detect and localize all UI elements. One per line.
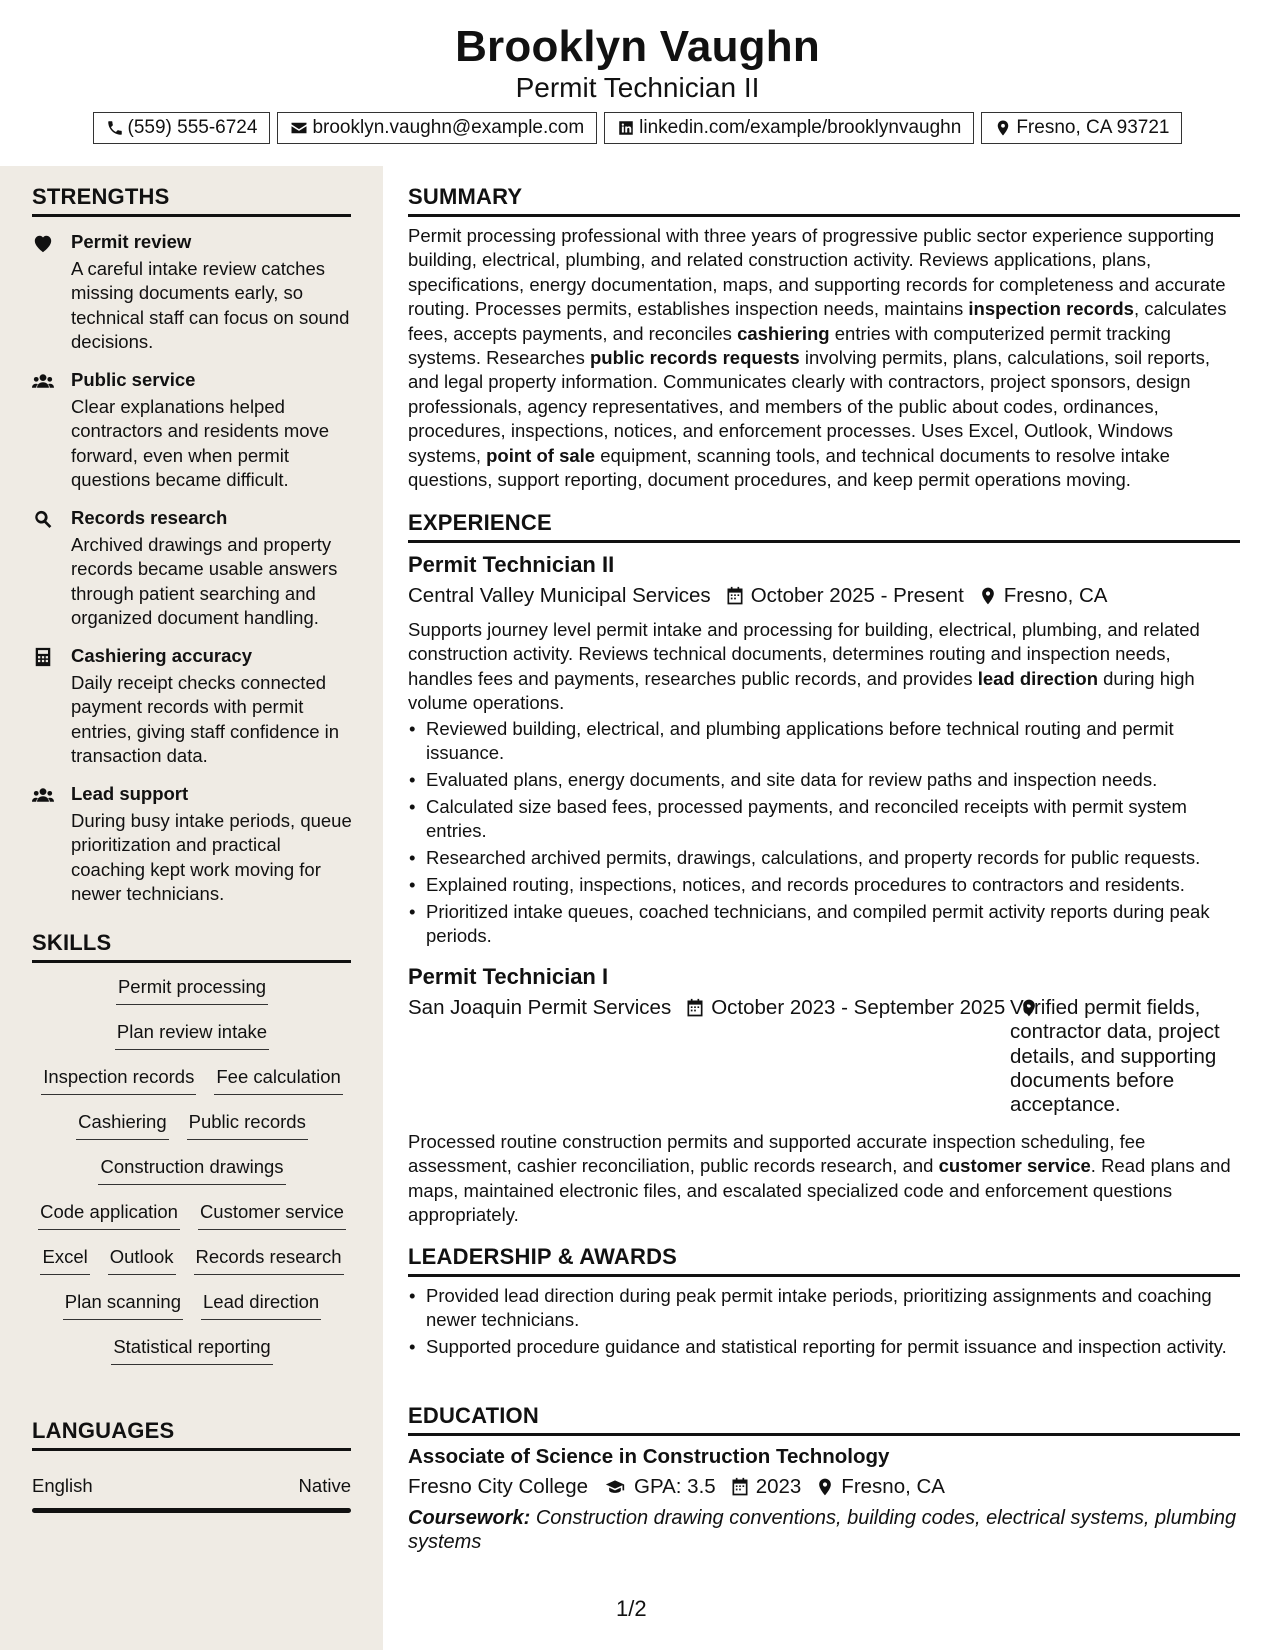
body-text: Supports journey level permit intake and processing for building, electrical, plumbing, and related construction activity. Reviews technical documents, determines routing and inspection needs, handles fees and payments, researches public records, and provides: [408, 619, 1200, 689]
job-company: San Joaquin Permit Services: [408, 996, 672, 1019]
leadership-bullets: [408, 1284, 1240, 1362]
skill-row: [32, 976, 352, 1021]
skill-row: [32, 1021, 352, 1066]
emphasis-text: public records requests: [589, 347, 800, 369]
job-dates: October 2025 - Present: [750, 584, 964, 607]
skill-tag: Customer service: [198, 1201, 346, 1230]
contact-bar: [0, 112, 1275, 144]
language-name: English: [32, 1475, 93, 1496]
map-pin-icon: [815, 1477, 835, 1497]
skills-title: SKILLS: [32, 930, 112, 955]
skill-tag: Plan scanning: [63, 1291, 183, 1320]
strength-desc: Archived drawings and property records became usable answers through patient searching and organized document handling.: [71, 534, 338, 629]
job-bullet: • Reviewed building, electrical, and plumbing applications before technical routing and permit issuance.: [408, 717, 1240, 766]
job-summary: [408, 618, 1240, 716]
contact-location-text: Fresno, CA 93721: [1016, 117, 1170, 138]
languages-rule: [32, 1448, 351, 1451]
strength-desc: Daily receipt checks connected payment records with permit entries, giving staff confidence in transaction data.: [71, 672, 340, 767]
strength-desc: During busy intake periods, queue prioritization and practical coaching kept work moving for newer technicians.: [71, 810, 352, 905]
strength-title: Cashiering accuracy: [71, 645, 252, 666]
job-location: Fresno, CA: [1003, 584, 1108, 607]
experience-title: EXPERIENCE: [408, 510, 552, 535]
skill-row: [32, 1066, 352, 1111]
job-bullet: • Explained routing, inspections, notices, and records procedures to contractors and residents.: [408, 873, 1240, 897]
skill-tag: Statistical reporting: [111, 1336, 272, 1365]
leadership-bullet: • Supported procedure guidance and statistical reporting for permit issuance and inspection activity.: [408, 1335, 1240, 1359]
users-icon: [32, 371, 54, 391]
emphasis-text: cashiering: [737, 322, 830, 344]
summary-text: [408, 224, 1240, 492]
skill-tag: Fee calculation: [214, 1066, 342, 1095]
body-text: , calculates fees, accepts payments, and reconciles: [408, 298, 1227, 344]
search-icon: [32, 509, 54, 529]
job-company: Central Valley Municipal Services: [408, 584, 711, 607]
skill-tag: Cashiering: [76, 1111, 168, 1140]
calculator-icon: [32, 647, 54, 667]
skill-tag: Lead direction: [201, 1291, 321, 1320]
strength-title: Records research: [71, 507, 228, 528]
skill-row: [32, 1156, 352, 1201]
emphasis-text: customer service: [938, 1155, 1091, 1177]
job-bullet: • Prioritized intake queues, coached technicians, and compiled permit activity reports during peak periods.: [408, 900, 1240, 949]
phone-icon: [106, 119, 124, 137]
degree-title: Associate of Science in Construction Technology: [408, 1445, 890, 1468]
skill-tag: Outlook: [108, 1246, 176, 1275]
leadership-bullet: • Provided lead direction during peak permit intake periods, prioritizing assignments and coaching newer technicians.: [408, 1284, 1240, 1333]
skills-rule: [32, 960, 351, 963]
contact-phone-text: (559) 555-6724: [127, 117, 258, 138]
job-bullet: • Calculated size based fees, processed payments, and reconciled receipts with permit system entries.: [408, 795, 1240, 844]
body-text: . Read plans and maps, maintained electronic files, and escalated specialized code and enforcement questions appropriately.: [408, 1155, 1231, 1226]
envelope-icon: [290, 119, 308, 137]
strengths-rule: [32, 214, 351, 217]
resume-header: [0, 0, 1275, 166]
skills-list: [32, 976, 352, 1381]
job-meta: [408, 584, 1107, 608]
job-dates: October 2023 - September 2025: [711, 996, 1006, 1019]
skill-tag: Public records: [187, 1111, 308, 1140]
strength-title: Lead support: [71, 783, 189, 804]
languages-title: LANGUAGES: [32, 1418, 175, 1443]
job-bullets: [408, 717, 1240, 951]
skill-tag: Code application: [38, 1201, 180, 1230]
graduation-year: 2023: [755, 1475, 802, 1498]
graduation-cap-icon: [602, 1477, 628, 1497]
language-item: [32, 1475, 351, 1497]
skill-row: [32, 1336, 352, 1381]
skill-tag: Excel: [40, 1246, 89, 1275]
education-rule: [408, 1433, 1240, 1436]
contact-linkedin-text: linkedin.com/example/brooklynvaughn: [639, 117, 962, 138]
experience-rule: [408, 540, 1240, 543]
job-title: Permit Technician II: [408, 552, 615, 577]
coursework-text: Construction drawing conventions, building codes, electrical systems, plumbing systems: [408, 1507, 1237, 1554]
skill-tag: Plan review intake: [115, 1021, 269, 1050]
skill-tag: Inspection records: [41, 1066, 196, 1095]
heart-icon: [32, 233, 54, 253]
contact-linkedin[interactable]: [604, 112, 974, 144]
school-name: Fresno City College: [408, 1475, 589, 1498]
gpa: GPA: 3.5: [634, 1475, 716, 1498]
language-proficiency-bar: [32, 1508, 351, 1513]
calendar-icon: [725, 586, 745, 606]
strength-title: Permit review: [71, 231, 192, 252]
summary-rule: [408, 214, 1240, 217]
strength-desc: Clear explanations helped contractors and residents move forward, even when permit questions became difficult.: [71, 396, 330, 491]
body-text: Processed routine construction permits and supported accurate inspection scheduling, fee assessment, cashier reconciliation, public records research, and: [408, 1131, 1146, 1177]
emphasis-text: point of sale: [486, 444, 596, 466]
body-text: Permit processing professional with three years of progressive public sector experience supporting building, electrical, plumbing, and related construction activity. Reviews applications, plans, specifications, energy documentation, maps, and supporting records for completeness and accurate routing. Processes permits, establishes inspection needs, maintains: [408, 225, 1226, 320]
job-bullet: • Researched archived permits, drawings, calculations, and property records for public requests.: [408, 846, 1240, 870]
contact-email[interactable]: [277, 112, 597, 144]
language-level: Native: [298, 1475, 351, 1496]
education-meta: [408, 1475, 945, 1499]
users-icon: [32, 785, 54, 805]
candidate-name: Brooklyn Vaughn: [455, 22, 820, 71]
body-text: entries with computerized permit tracking systems. Researches: [408, 322, 1171, 369]
skill-row: [32, 1246, 352, 1291]
job-summary: [408, 1130, 1240, 1228]
leadership-rule: [408, 1274, 1240, 1277]
job-bullet: • Evaluated plans, energy documents, and site data for review paths and inspection needs.: [408, 768, 1240, 792]
candidate-title: Permit Technician II: [515, 72, 760, 103]
skill-tag: Construction drawings: [98, 1156, 285, 1185]
summary-title: SUMMARY: [408, 184, 523, 209]
contact-location[interactable]: [981, 112, 1182, 144]
skill-row: [32, 1201, 352, 1246]
skill-row: [32, 1111, 352, 1156]
strength-title: Public service: [71, 369, 196, 390]
education-title: EDUCATION: [408, 1403, 539, 1428]
page-number: 1/2: [616, 1596, 647, 1621]
strengths-title: STRENGTHS: [32, 184, 170, 209]
leadership-title: LEADERSHIP & AWARDS: [408, 1244, 678, 1269]
emphasis-text: lead direction: [977, 667, 1098, 689]
body-text: equipment, scanning tools, and technical documents to resolve intake questions, support reporting, document procedures, and keep permit operations moving.: [408, 444, 1170, 491]
skill-tag: Permit processing: [116, 976, 268, 1005]
map-pin-icon: [994, 119, 1012, 137]
strength-desc: A careful intake review catches missing documents early, so technical staff can focus on sound decisions.: [71, 258, 350, 353]
job-title: Permit Technician I: [408, 964, 609, 989]
calendar-icon: [730, 1477, 750, 1497]
skill-row: [32, 1291, 352, 1336]
emphasis-text: inspection records: [968, 298, 1134, 320]
coursework: [408, 1506, 1240, 1555]
linkedin-icon: [617, 119, 635, 137]
job-location: Verified permit fields, contractor data, project details, and supporting documents before acceptance.: [1010, 996, 1220, 1117]
body-text: during high volume operations.: [408, 667, 1195, 714]
calendar-icon: [685, 998, 705, 1018]
map-pin-icon: [978, 586, 998, 606]
skill-tag: Records research: [194, 1246, 344, 1275]
contact-email-text: brooklyn.vaughn@example.com: [312, 117, 585, 138]
job-meta: [408, 996, 1045, 1020]
school-location: Fresno, CA: [841, 1475, 945, 1498]
contact-phone[interactable]: [93, 112, 271, 144]
coursework-label: Coursework:: [408, 1507, 531, 1529]
body-text: involving permits, plans, calculations, soil reports, and legal property information. Communicates clearly with contractors, project sponsors, design professionals, agency representatives, and members of the public about codes, ordinances, procedures, inspections, notices, and enforcement processes. Uses Excel, Outlook, Windows systems,: [408, 347, 1210, 466]
